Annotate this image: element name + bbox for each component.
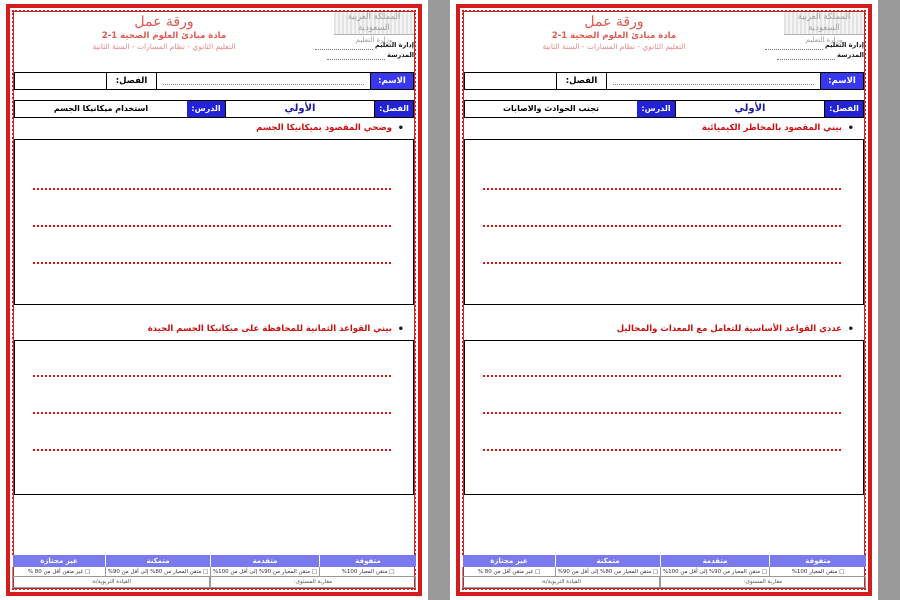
rubric-footer: القيادة التربوية/ة: (12, 577, 210, 588)
admin-school-fields: إدارة التعليم المدرسة (764, 40, 864, 60)
rubric-header: غير مجتازة (12, 555, 105, 567)
worksheet-page-right (450, 0, 878, 600)
rubric-footer: القيادة التربوية/ة: (462, 577, 660, 588)
rubric-option[interactable]: □ غير متقن أقل من 80 % (12, 567, 105, 577)
answer-line (33, 449, 391, 451)
answer-line (33, 225, 391, 227)
rubric-header: متمكنة (555, 555, 660, 567)
answer-line (33, 375, 391, 377)
question-2: • بيني القواعد الثمانية للمحافظة على ميكانيكا الجسم الجيدة (14, 323, 414, 336)
class-label-top: الفصل: (556, 72, 606, 90)
ministry-logo: المملكة العربية السعودية وزارة التعليم (334, 12, 414, 45)
name-label: الاسم: (820, 72, 864, 90)
question-1: • وضحي المقصود بميكانيكا الجسم (14, 122, 414, 135)
class-field-top[interactable] (464, 72, 556, 90)
name-field[interactable] (156, 72, 370, 90)
question-1: • بيني المقصود بالمخاطر الكيميائية (464, 122, 864, 135)
page-title: ورقة عمل (584, 14, 644, 30)
subject-title: مادة مبادئ العلوم الصحية 1-2 (101, 31, 227, 41)
page-header (464, 10, 864, 66)
title-block (24, 14, 304, 52)
answer-box-1[interactable] (464, 139, 864, 305)
lesson-row (464, 100, 864, 118)
subject-title: مادة مبادئ العلوم الصحية 1-2 (551, 31, 677, 41)
answer-line (483, 225, 841, 227)
rubric-option[interactable]: □ متقن المعيار من 80% إلى أقل من 90% (105, 567, 210, 577)
answer-line (33, 188, 391, 190)
rubric-option[interactable]: □ متقن المعيار من 80% إلى أقل من 90% (555, 567, 660, 577)
answer-line (483, 188, 841, 190)
answer-line (33, 262, 391, 264)
rubric-header: غير مجتازة (462, 555, 555, 567)
class-label: الفصل: (375, 101, 413, 117)
class-value: الأولي (225, 101, 375, 117)
lesson-label: الدرس: (187, 101, 225, 117)
rubric-header: متمكنة (105, 555, 210, 567)
rubric-footer: مقاربة المستوى: (210, 577, 416, 588)
class-label-top: الفصل: (106, 72, 156, 90)
assessment-rubric (12, 555, 416, 588)
page-header (14, 10, 414, 66)
answer-box-1[interactable] (14, 139, 414, 305)
lesson-value: تجنب الحوادث والاصابات (503, 104, 599, 113)
rubric-option[interactable]: □ متقن المعيار 100% (319, 567, 416, 577)
class-value: الأولي (675, 101, 825, 117)
answer-line (483, 412, 841, 414)
rubric-header: متقدمة (660, 555, 769, 567)
rubric-option[interactable]: □ غير متقن أقل من 80 % (462, 567, 555, 577)
student-info-row (14, 72, 414, 90)
lesson-label: الدرس: (637, 101, 675, 117)
answer-line (483, 262, 841, 264)
title-block (474, 14, 754, 52)
lesson-value: استخدام ميكانيكا الجسم (53, 104, 149, 113)
rubric-header: متفوقة (769, 555, 866, 567)
name-label: الاسم: (370, 72, 414, 90)
class-label: الفصل: (825, 101, 863, 117)
page-title: ورقة عمل (134, 14, 194, 30)
track-title: التعليم الثانوي - نظام المسارات - السنة الثانية (92, 42, 236, 51)
rubric-option[interactable]: □ متقن المعيار من 90% إلى أقل من 100% (660, 567, 769, 577)
answer-box-2[interactable] (14, 340, 414, 495)
admin-school-fields: إدارة التعليم المدرسة (314, 40, 414, 60)
assessment-rubric (462, 555, 866, 588)
rubric-option[interactable]: □ متقن المعيار من 90% إلى أقل من 100% (210, 567, 319, 577)
name-field[interactable] (606, 72, 820, 90)
student-info-row (464, 72, 864, 90)
track-title: التعليم الثانوي - نظام المسارات - السنة الثانية (542, 42, 686, 51)
answer-box-2[interactable] (464, 340, 864, 495)
rubric-option[interactable]: □ متقن المعيار 100% (769, 567, 866, 577)
lesson-row (14, 100, 414, 118)
class-field-top[interactable] (14, 72, 106, 90)
rubric-footer: مقاربة المستوى: (660, 577, 866, 588)
worksheet-page-left (0, 0, 428, 600)
rubric-header: متقدمة (210, 555, 319, 567)
answer-line (33, 412, 391, 414)
answer-line (483, 375, 841, 377)
answer-line (483, 449, 841, 451)
rubric-header: متفوقة (319, 555, 416, 567)
ministry-logo: المملكة العربية السعودية وزارة التعليم (784, 12, 864, 45)
question-2: • عددي القواعد الأساسية للتعامل مع المعدات والمحاليل (464, 323, 864, 336)
